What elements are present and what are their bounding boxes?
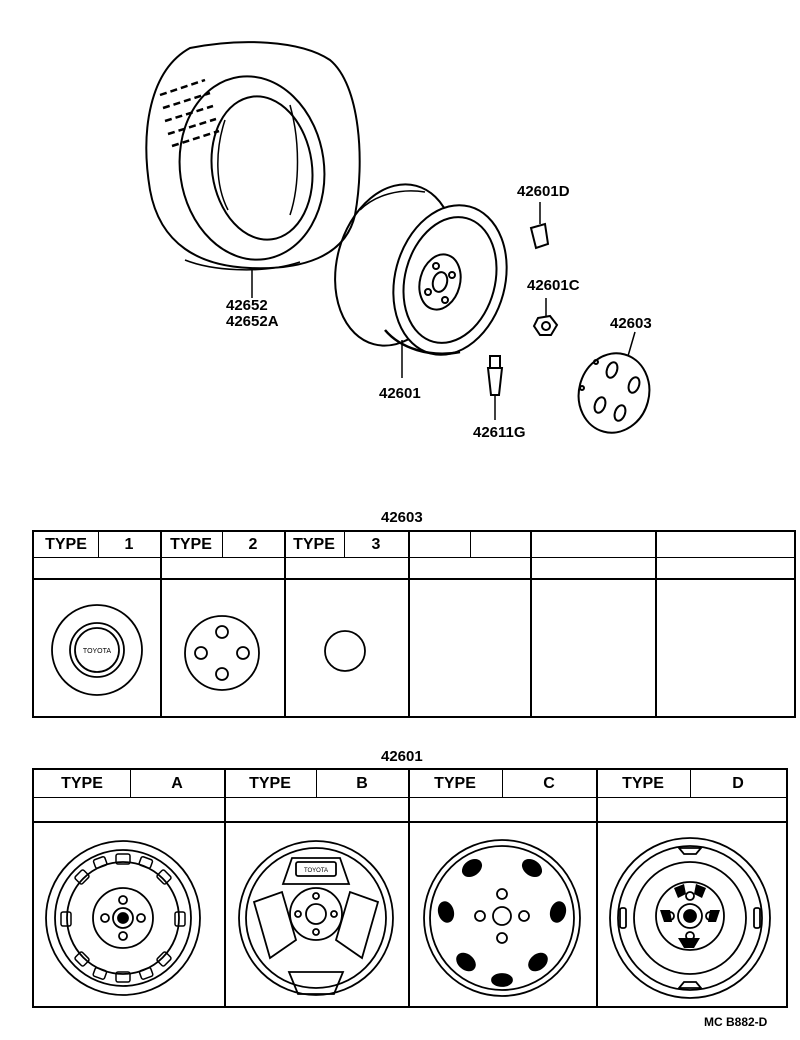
tire-alt-part-number: 42652A [226,313,279,330]
wheel-type-value-c: C [543,774,555,792]
wheel-type-c-image [424,840,580,996]
valve-illustration [488,356,502,420]
ornament-type-value-1: 1 [124,535,134,553]
ornament-type-3-image [325,631,365,671]
wheel-table-title: 42601 [381,748,423,765]
ornament-type-2-image [185,616,259,690]
balance-weight-part-number: 42601D [517,183,570,200]
wheel-type-a-image [46,841,200,995]
wheel-type-label-b: TYPE [249,774,291,792]
ornament-part-number: 42603 [610,315,652,332]
ornament-type-value-3: 3 [371,535,381,553]
tire-illustration [146,42,359,270]
ornament-type-label-2: TYPE [170,535,212,553]
ornament-type-value-2: 2 [248,535,258,553]
ornament-type-label-3: TYPE [293,535,335,553]
wheel-type-label-d: TYPE [622,774,664,792]
ornament-type-images [34,580,794,718]
ornament-illustration [570,332,658,441]
wheel-type-value-d: D [732,774,744,792]
wheel-type-d-image [610,838,770,998]
wheel-type-value-b: B [356,774,368,792]
toyota-logo: TOYOTA [82,648,112,655]
ornament-type-label-1: TYPE [45,535,87,553]
wheel-type-images [34,822,786,1008]
balance-weight-illustration [531,202,548,248]
ornament-type-1-image [52,605,142,695]
hub-nut-part-number: 42601C [527,277,580,294]
hub-nut-illustration [534,298,557,335]
tire-part-number: 42652 [226,297,268,314]
valve-part-number: 42611G [473,424,526,441]
wheel-type-label-c: TYPE [434,774,476,792]
wheel-table [32,768,788,1008]
toyota-logo: TOYOTA [303,868,329,874]
wheel-type-label-a: TYPE [61,774,103,792]
illustration-code: MC B882-D [704,1015,768,1029]
wheel-type-value-a: A [171,774,183,792]
wheel-type-b-image [239,841,393,995]
ornament-table [32,530,796,718]
ornament-table-title: 42603 [381,509,423,526]
disc-wheel-part-number: 42601 [379,385,421,402]
